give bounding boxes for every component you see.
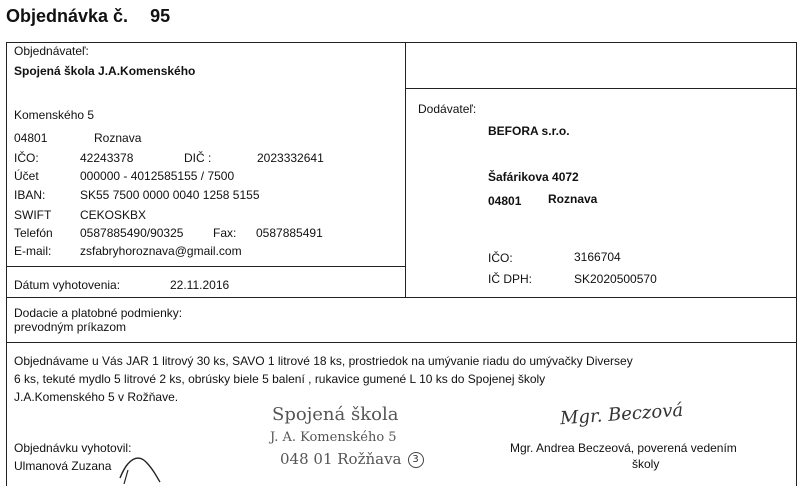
supplier-box-left [405,88,406,297]
buyer-zip: 04801 [14,131,48,145]
supplier-name: BEFORA s.r.o. [488,124,570,138]
buyer-swift: CEKOSKBX [80,208,147,222]
order-text-line-3: J.A.Komenského 5 v Rožňave. [14,390,179,404]
approver-role-cont: školy [632,457,660,471]
supplier-ico: 3166704 [574,250,621,264]
buyer-phone-label: Telefón [14,226,53,240]
buyer-ico: 42243378 [80,151,134,165]
buyer-iban: SK55 7500 0000 0040 1258 5155 [80,188,260,202]
stamp-city: 048 01 Rožňava [280,450,402,468]
buyer-ico-label: IČO: [14,151,39,165]
date-top-line [6,266,405,267]
stamp-line-2: J. A. Komenského 5 [270,430,397,445]
supplier-vat: SK2020500570 [574,272,657,286]
issuer-label: Objednávku vyhotovil: [14,441,132,455]
stamp-number-mark: 3 [408,452,424,468]
buyer-swift-label: SWIFT [14,208,52,222]
buyer-email: zsfabryhoroznava@gmail.com [80,244,242,258]
order-text-line-2: 6 ks, tekuté mydlo 5 litrové 2 ks, obrúsky biele 5 balení , rukavice gumené L 10 ks do Spojenej školy [14,372,546,386]
issue-date-label: Dátum vyhotovenia: [14,278,121,292]
terms-bottom-line [6,342,797,343]
stamp-line-1: Spojená škola [272,404,399,425]
buyer-email-label: E-mail: [14,244,52,258]
issuer-signature-scribble [116,448,164,486]
terms-value: prevodným príkazom [14,320,127,334]
approver-signature: Mgr. Beczová [559,399,684,430]
issuer-name: Ulmanová Zuzana [14,459,112,473]
buyer-account: 000000 - 4012585155 / 7500 [80,169,235,183]
buyer-fax-label: Fax: [213,226,237,240]
order-text-line-1: Objednávame u Vás JAR 1 litrový 30 ks, SAVO 1 litrové 18 ks, prostriedok na umývanie riadu do umývačky Diversey [14,354,633,368]
order-title-label: Objednávka č. [6,6,129,26]
buyer-city: Roznava [94,131,142,145]
order-title [6,6,170,27]
buyer-fax: 0587885491 [256,226,323,240]
buyer-dic: 2023332641 [257,151,324,165]
buyer-phone: 0587885490/90325 [80,226,184,240]
issue-date: 22.11.2016 [170,278,230,292]
supplier-vat-label: IČ DPH: [488,272,533,286]
date-bottom-line [6,297,797,298]
supplier-street: Šafárikova 4072 [488,170,579,184]
supplier-box-top [405,88,797,89]
buyer-heading: Objednávateľ: [14,44,89,58]
buyer-account-label: Účet [14,169,39,183]
supplier-city: Roznava [548,192,598,206]
supplier-zip: 04801 [488,194,522,208]
order-number: 95 [150,6,171,26]
buyer-name: Spojená škola J.A.Komenského [14,64,196,78]
buyer-street: Komenského 5 [14,108,95,122]
terms-label: Dodacie a platobné podmienky: [14,306,183,320]
buyer-iban-label: IBAN: [14,188,46,202]
supplier-heading: Dodávateľ: [418,102,477,116]
approver-name: Mgr. Andrea Beczeová, poverená vedením [510,441,737,455]
supplier-ico-label: IČO: [488,251,513,265]
buyer-top-divider [405,42,406,88]
buyer-dic-label: DIČ : [184,151,212,165]
stamp-line-3 [280,450,424,468]
